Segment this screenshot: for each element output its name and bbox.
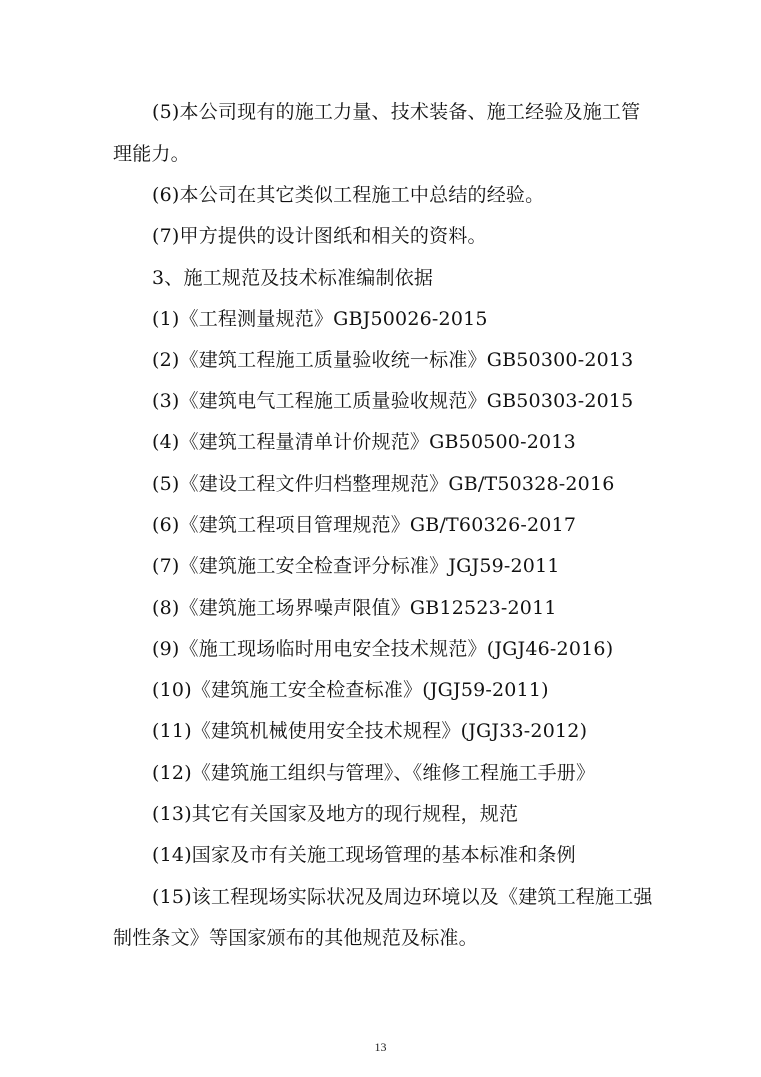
list-item: (3)《建筑电气工程施工质量验收规范》GB50303-2015 bbox=[152, 390, 634, 412]
list-item: (15)该工程现场实际状况及周边环境以及《建筑工程施工强 bbox=[152, 886, 653, 908]
list-item: (10)《建筑施工安全检查标准》(JGJ59-2011) bbox=[152, 679, 549, 701]
list-item: (4)《建筑工程量清单计价规范》GB50500-2013 bbox=[152, 431, 576, 453]
list-item: (12)《建筑施工组织与管理》、《维修工程施工手册》 bbox=[152, 762, 596, 784]
list-item: (7)《建筑施工安全检查评分标准》JGJ59-2011 bbox=[152, 555, 560, 577]
text-line: (7)甲方提供的设计图纸和相关的资料。 bbox=[152, 225, 487, 247]
text-line: 理能力。 bbox=[113, 143, 190, 165]
text-line: 制性条文》等国家颁布的其他规范及标准。 bbox=[113, 927, 478, 949]
list-item: (9)《施工现场临时用电安全技术规范》(JGJ46-2016) bbox=[152, 638, 614, 660]
text-line: (5)本公司现有的施工力量、技术装备、施工经验及施工管 bbox=[152, 101, 641, 123]
list-item: (8)《建筑施工场界噪声限值》GB12523-2011 bbox=[152, 597, 557, 619]
page-number: 13 bbox=[374, 1040, 387, 1054]
list-item: (11)《建筑机械使用安全技术规程》(JGJ33-2012) bbox=[152, 720, 588, 742]
list-item: (13)其它有关国家及地方的现行规程，规范 bbox=[152, 803, 519, 825]
list-item: (2)《建筑工程施工质量验收统一标准》GB50300-2013 bbox=[152, 349, 634, 371]
section-heading: 3、施工规范及技术标准编制依据 bbox=[152, 267, 434, 289]
list-item: (6)《建筑工程项目管理规范》GB/T60326-2017 bbox=[152, 514, 577, 536]
list-item: (1)《工程测量规范》GBJ50026-2015 bbox=[152, 308, 488, 330]
text-line: (6)本公司在其它类似工程施工中总结的经验。 bbox=[152, 184, 545, 206]
list-item: (5)《建设工程文件归档整理规范》GB/T50328-2016 bbox=[152, 473, 615, 495]
list-item: (14)国家及市有关施工现场管理的基本标准和条例 bbox=[152, 844, 576, 866]
